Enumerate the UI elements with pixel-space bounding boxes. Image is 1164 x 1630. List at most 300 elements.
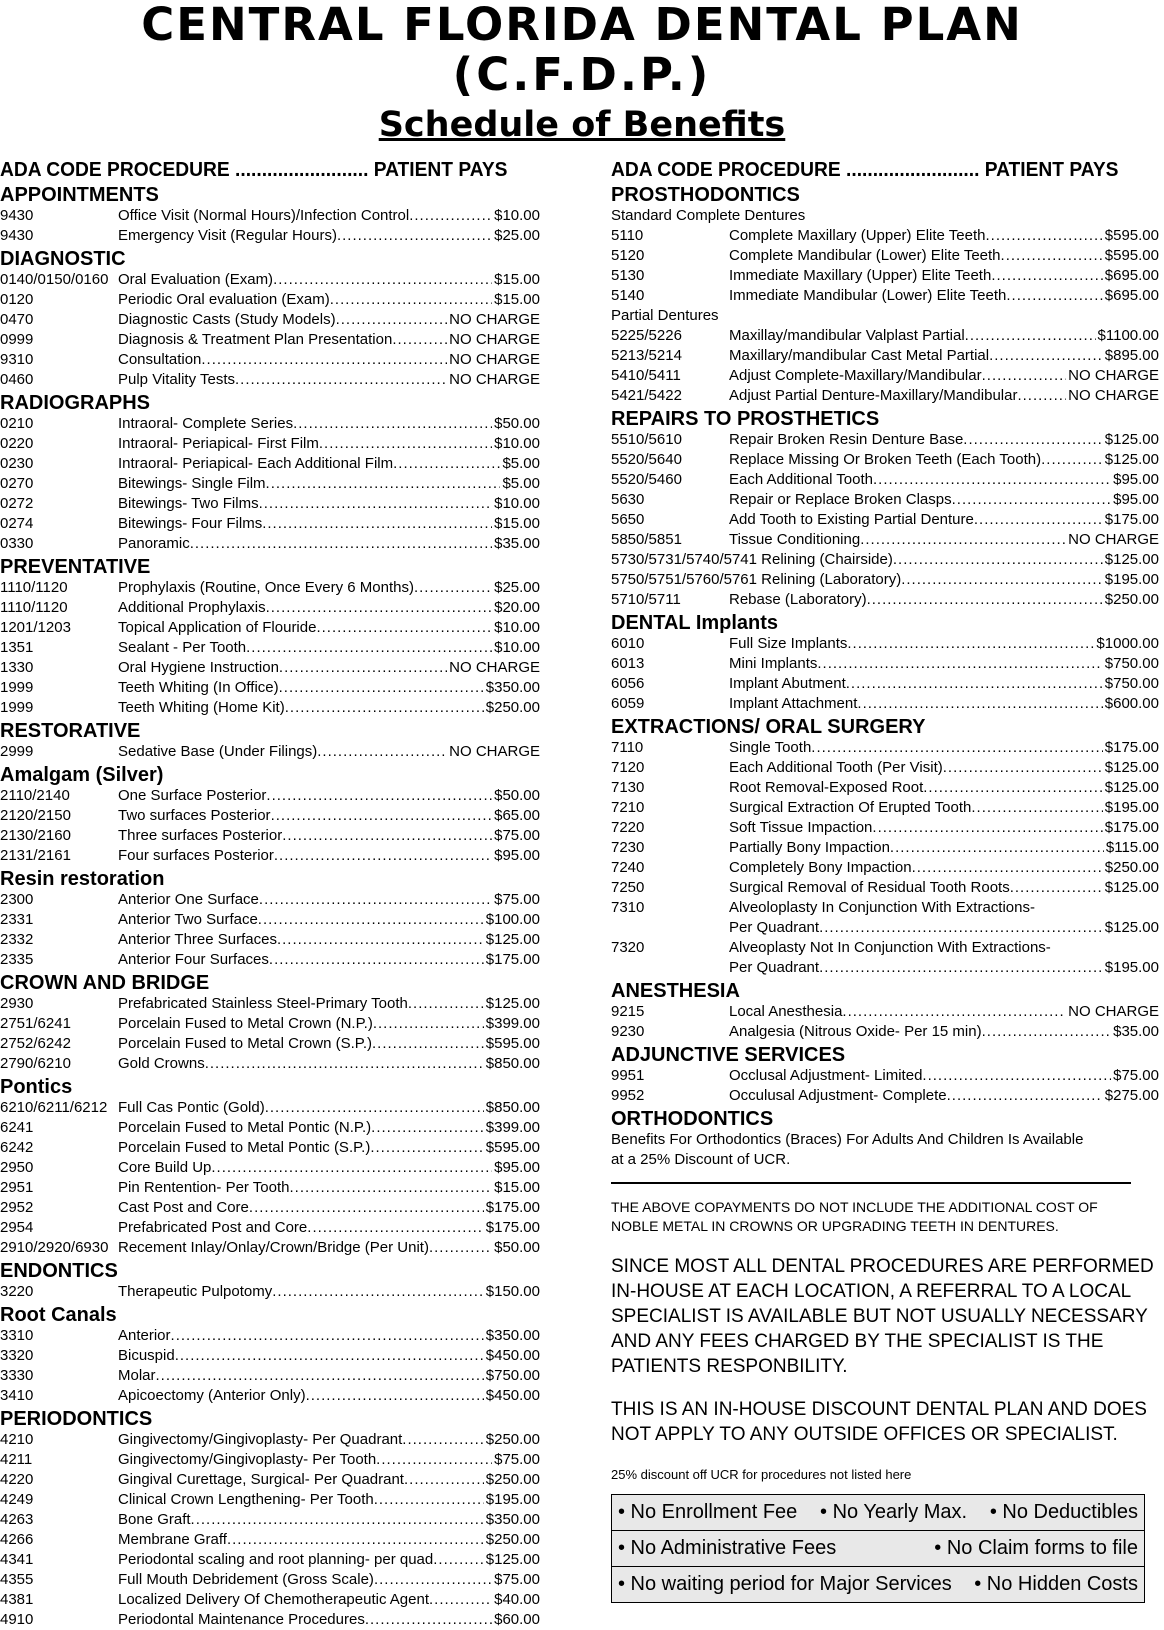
procedure-desc [729,694,1103,714]
section-heading: Amalgam (Silver) [0,764,164,786]
patient-pays: $250.00 [485,1431,540,1448]
leader-dots [971,798,1102,818]
fee-row [611,878,1159,898]
procedure-desc [729,778,1103,798]
fee-row [611,490,1159,510]
subsection-heading: Partial Dentures [611,307,719,324]
procedure-desc [729,226,1103,246]
procedure-desc [118,1470,484,1490]
ada-code: 7310 [611,899,645,916]
ortho-text: at a 25% Discount of UCR. [611,1151,791,1168]
procedure-name: Immediate Mandibular (Lower) Elite Teeth [729,287,1007,304]
procedure-desc [118,1282,484,1302]
procedure-name: Adjust Complete-Maxillary/Mandibular [729,367,982,384]
ada-code: 2110/2140 [0,787,70,804]
fee-row [0,270,540,290]
ada-code: 7250 [611,879,645,896]
procedure-name: Anterior One Surface [118,891,259,908]
section-heading: PREVENTATIVE [0,556,151,578]
procedure-desc [118,638,492,658]
patient-pays: $750.00 [485,1367,540,1384]
patient-pays: $40.00 [494,1591,540,1608]
patient-pays: $75.00 [494,891,540,908]
ada-code: 6059 [611,695,645,712]
patient-pays: $750.00 [1104,655,1159,672]
procedure-desc [118,270,492,290]
ada-code: 2951 [0,1179,34,1196]
patient-pays: $10.00 [494,639,540,656]
patient-pays: $695.00 [1104,267,1159,284]
leader-dots [409,206,492,226]
procedure-name: Complete Maxillary (Upper) Elite Teeth [729,227,986,244]
procedure-desc [729,918,1103,938]
procedure-name: Partially Bony Impaction [729,839,890,856]
features-box [611,1494,1145,1603]
leader-dots [272,1282,484,1302]
fee-row [0,330,540,350]
patient-pays: $125.00 [1104,431,1159,448]
patient-pays: $125.00 [1104,919,1159,936]
procedure-desc [729,798,1103,818]
patient-pays: $175.00 [485,1219,540,1236]
patient-pays: NO CHARGE [449,371,540,388]
patient-pays: $175.00 [485,1199,540,1216]
patient-pays: $350.00 [485,1327,540,1344]
fee-row [0,290,540,310]
procedure-name: Recement Inlay/Onlay/Crown/Bridge (Per Unit) [118,1239,429,1256]
patient-pays: NO CHARGE [1068,1003,1159,1020]
leader-dots [249,1198,484,1218]
patient-pays: $50.00 [494,415,540,432]
leader-dots [190,534,492,554]
patient-pays: $595.00 [1104,247,1159,264]
ada-code: 6241 [0,1119,34,1136]
procedure-desc [118,930,484,950]
patient-pays: NO CHARGE [449,311,540,328]
patient-pays: NO CHARGE [449,743,540,760]
patient-pays: $350.00 [485,1511,540,1528]
ada-code: 6010 [611,635,645,652]
ada-code: 4381 [0,1591,34,1608]
procedure-desc [118,474,500,494]
fee-row [0,890,540,910]
feature-item: • No Yearly Max. [820,1501,968,1523]
leader-dots [901,570,1103,590]
procedure-desc [118,454,500,474]
ada-code: 0230 [0,455,34,472]
procedure-desc [118,1138,484,1158]
procedure-name: Bicuspid [118,1347,175,1364]
procedure-name: Diagnostic Casts (Study Models) [118,311,336,328]
referral-note-line: IN-HOUSE AT EACH LOCATION, A REFERRAL TO A LOCAL [611,1281,1132,1302]
fee-row [0,350,540,370]
procedure-name: Teeth Whiting (In Office) [118,679,279,696]
leader-dots [171,1326,484,1346]
fee-row [0,1218,540,1238]
procedure-desc [118,994,484,1014]
ada-code: 0120 [0,291,34,308]
fee-row [611,818,1159,838]
ada-code: 4341 [0,1551,34,1568]
patient-pays: $450.00 [485,1347,540,1364]
leader-dots [306,1386,484,1406]
procedure-desc [118,1450,492,1470]
ada-code: 9951 [611,1067,645,1084]
patient-pays: $35.00 [1113,1023,1159,1040]
procedure-name: Surgical Removal of Residual Tooth Roots [729,879,1010,896]
leader-dots [269,950,484,970]
fee-row [611,738,1159,758]
procedure-desc [118,1490,484,1510]
procedure-name: Anterior Two Surface [118,911,258,928]
fee-row [611,694,1159,714]
ada-code: 0270 [0,475,34,492]
leader-dots [262,514,492,534]
procedure-name: Panoramic [118,535,190,552]
procedure-desc [118,658,447,678]
procedure-name: Oral Evaluation (Exam) [118,271,274,288]
fee-row [0,638,540,658]
ada-code: 2131/2161 [0,847,71,864]
patient-pays: $125.00 [1104,879,1159,896]
procedure-name: 5730/5731/5740/5741 Relining (Chairside) [611,551,893,568]
patient-pays: $350.00 [485,679,540,696]
fee-row [0,1326,540,1346]
ada-code: 5225/5226 [611,327,682,344]
procedure-name: Replace Missing Or Broken Teeth (Each Tooth) [729,451,1042,468]
leader-dots [370,1138,483,1158]
fee-row [611,266,1159,286]
patient-pays: $750.00 [1104,675,1159,692]
patient-pays: $125.00 [485,931,540,948]
procedure-desc [118,742,447,762]
procedure-desc [611,570,1103,590]
procedure-desc [118,1430,484,1450]
patient-pays: $15.00 [494,291,540,308]
patient-pays: $25.00 [494,227,540,244]
patient-pays: $125.00 [485,995,540,1012]
referral-note [611,1254,1161,1379]
patient-pays: $50.00 [494,787,540,804]
leader-dots [235,370,447,390]
procedure-name: Anterior [118,1327,171,1344]
fee-row [0,226,540,246]
procedure-desc [118,826,492,846]
plan-abbreviation: (C.F.D.P.) [452,48,712,101]
fee-row [0,1366,540,1386]
procedure-name: Repair or Replace Broken Clasps [729,491,952,508]
fee-row [0,1282,540,1302]
leader-dots [991,266,1102,286]
fee-row [0,826,540,846]
leader-dots [285,698,484,718]
fee-row [0,1346,540,1366]
fee-row [0,1470,540,1490]
fee-row [0,658,540,678]
procedure-desc [118,226,492,246]
procedure-name: Core Build Up [118,1159,212,1176]
referral-note-line: SINCE MOST ALL DENTAL PROCEDURES ARE PERFORMED [611,1256,1154,1277]
ada-code: 4210 [0,1431,34,1448]
section-heading: Resin restoration [0,868,165,890]
leader-dots [963,430,1102,450]
patient-pays: $175.00 [1104,819,1159,836]
procedure-name: Each Additional Tooth (Per Visit) [729,759,943,776]
ada-code: 2332 [0,931,34,948]
ada-code: 4263 [0,1511,34,1528]
leader-dots [336,310,448,330]
procedure-name: Porcelain Fused to Metal Pontic (S.P.) [118,1139,371,1156]
ada-code: 1201/1203 [0,619,71,636]
fee-row [611,510,1159,530]
procedure-desc [118,1198,484,1218]
ada-code: 1330 [0,659,34,676]
procedure-name: Bitewings- Four Films [118,515,263,532]
ada-code: 6210/6211/6212 [0,1099,108,1116]
patient-pays: $125.00 [485,1551,540,1568]
ada-code: 2790/6210 [0,1055,71,1072]
fee-row [0,786,540,806]
ada-code: 4249 [0,1491,34,1508]
section-heading: RADIOGRAPHS [0,392,151,414]
fee-row [0,434,540,454]
procedure-desc [118,1158,492,1178]
procedure-name: Clinical Crown Lengthening- Per Tooth [118,1491,374,1508]
procedure-name: Per Quadrant [729,919,820,936]
inhouse-note-line: NOT APPLY TO ANY OUTSIDE OFFICES OR SPECIALIST. [611,1424,1118,1445]
fee-row [0,414,540,434]
ada-code: 2335 [0,951,34,968]
procedure-name: Per Quadrant [729,959,820,976]
leader-dots [259,494,493,514]
fee-row [611,366,1159,386]
procedure-desc [729,958,1103,978]
ada-code: 2120/2150 [0,807,71,824]
ada-code: 9230 [611,1023,645,1040]
ada-code: 4220 [0,1471,34,1488]
procedure-name: Bitewings- Single Film [118,475,266,492]
procedure-desc [118,598,492,618]
procedure-name: Alveoplasty Not In Conjunction With Extractions- [729,939,1051,956]
fee-row [611,858,1159,878]
ada-code: 3220 [0,1283,34,1300]
referral-note-line: PATIENTS RESPONBILITY. [611,1356,848,1377]
leader-dots [282,826,492,846]
plan-title: CENTRAL FLORIDA DENTAL PLAN [141,0,1023,51]
procedure-desc [729,838,1104,858]
procedure-name: Intraoral- Periapical- Each Additional Film [118,455,394,472]
section-heading: APPOINTMENTS [0,184,159,206]
patient-pays: $195.00 [485,1491,540,1508]
procedure-name: Periodic Oral evaluation (Exam) [118,291,330,308]
ada-code: 3330 [0,1367,34,1384]
fee-row [611,286,1159,306]
patient-pays: $75.00 [494,1571,540,1588]
leader-dots [316,618,492,638]
procedure-name: Intraoral- Periapical- First Film [118,435,319,452]
procedure-name: Three surfaces Posterior [118,827,283,844]
procedure-name: Intraoral- Complete Series [118,415,294,432]
procedure-name: Teeth Whiting (Home Kit) [118,699,285,716]
procedure-desc [729,758,1103,778]
procedure-desc [729,530,1066,550]
left-column [0,158,548,1630]
section-heading: RESTORATIVE [0,720,141,742]
ada-code: 5120 [611,247,645,264]
section-heading: REPAIRS TO PROSTHETICS [611,408,880,430]
procedure-name: Prefabricated Post and Core [118,1219,308,1236]
ada-code: 5410/5411 [611,367,681,384]
procedure-name: Maxillay/mandibular Valplast Partial [729,327,965,344]
fee-row [0,910,540,930]
discount-note: 25% discount off UCR for procedures not listed here [611,1467,912,1482]
ada-code: 5510/5610 [611,431,682,448]
procedure-desc [118,1014,484,1034]
leader-dots [319,434,492,454]
leader-dots [365,1610,492,1630]
procedure-name: 5750/5751/5760/5761 Relining (Laboratory) [611,571,902,588]
fee-row [0,1098,540,1118]
patient-pays: $195.00 [1104,799,1159,816]
ada-code: 2950 [0,1159,34,1176]
procedure-name: Bitewings- Two Films [118,495,259,512]
procedure-desc [118,1218,484,1238]
leader-dots [307,1218,483,1238]
procedure-name: Complete Mandibular (Lower) Elite Teeth [729,247,1001,264]
procedure-name: Rebase (Laboratory) [729,591,867,608]
patient-pays: $5.00 [502,455,540,472]
patient-pays: $850.00 [485,1055,540,1072]
leader-dots [266,474,501,494]
ada-code [611,958,729,978]
procedure-desc [118,786,492,806]
patient-pays: $5.00 [502,475,540,492]
ada-code: 7230 [611,839,645,856]
section-heading: ANESTHESIA [611,980,740,1002]
ada-code: 6013 [611,655,645,672]
patient-pays: $60.00 [494,1611,540,1628]
fee-row [0,1590,540,1610]
procedure-desc [118,1178,492,1198]
fee-row [0,1510,540,1530]
patient-pays: $50.00 [494,1239,540,1256]
patient-pays: $10.00 [494,495,540,512]
procedure-desc [729,654,1103,674]
procedure-desc [118,330,447,350]
fee-row [0,1054,540,1074]
ada-code: 1999 [0,699,34,716]
procedure-name: Diagnosis & Treatment Plan Presentation [118,331,393,348]
procedure-name: Localized Delivery Of Chemotherapeutic Agent [118,1591,430,1608]
leader-dots [974,510,1103,530]
procedure-desc [118,698,484,718]
fee-row [0,806,540,826]
ada-code: 9430 [0,207,34,224]
procedure-desc [729,326,1096,346]
procedure-desc [118,806,492,826]
procedure-desc [118,846,492,866]
patient-pays: $150.00 [485,1283,540,1300]
procedure-name: Soft Tissue Impaction [729,819,873,836]
leader-dots [947,1086,1103,1106]
leader-dots [986,226,1103,246]
leader-dots [271,806,493,826]
procedure-desc [118,434,492,454]
feature-item: • No Hidden Costs [974,1573,1138,1595]
ada-code: 7320 [611,939,645,956]
fee-row [611,674,1159,694]
leader-dots [373,1014,484,1034]
fee-row [0,742,540,762]
fee-row [0,1430,540,1450]
procedure-name: Sealant - Per Tooth [118,639,247,656]
feature-row [612,1495,1144,1530]
leader-dots [817,654,1102,674]
fee-row [0,950,540,970]
fee-row [611,1022,1159,1042]
leader-dots [819,958,1103,978]
procedure-name: Porcelain Fused to Metal Crown (S.P.) [118,1035,372,1052]
patient-pays: $250.00 [485,1531,540,1548]
referral-note-line: SPECIALIST IS AVAILABLE BUT NOT USUALLY NECESSARY [611,1306,1148,1327]
ada-code: 2331 [0,911,34,928]
leader-dots [279,658,447,678]
right-fee-list [611,184,1161,1130]
fee-row [0,1450,540,1470]
ada-code: 7220 [611,819,645,836]
leader-dots [258,910,484,930]
section-heading: ENDONTICS [0,1260,118,1282]
fee-row [0,206,540,226]
leader-dots [393,454,500,474]
procedure-desc [118,1530,484,1550]
leader-dots [989,346,1103,366]
procedure-desc [729,590,1103,610]
fee-row [0,678,540,698]
patient-pays: $695.00 [1104,287,1159,304]
patient-pays: $595.00 [485,1139,540,1156]
procedure-desc [729,386,1066,406]
fee-row [0,1490,540,1510]
fee-row [0,1138,540,1158]
fee-row [611,386,1159,406]
procedure-desc [118,370,447,390]
patient-pays: NO CHARGE [1068,387,1159,404]
procedure-desc [729,1002,1066,1022]
referral-note-line: AND ANY FEES CHARGED BY THE SPECIALIST IS THE [611,1331,1104,1352]
procedure-name: Four surfaces Posterior [118,847,274,864]
leader-dots [429,1590,492,1610]
ada-code: 0470 [0,311,34,328]
procedure-name: Oral Hygiene Instruction [118,659,279,676]
leader-dots [211,1158,492,1178]
patient-pays: $15.00 [494,515,540,532]
fee-row [0,494,540,514]
leader-dots [965,326,1096,346]
ada-code: 9215 [611,1003,645,1020]
ada-code: 2954 [0,1219,34,1236]
ada-code: 4266 [0,1531,34,1548]
patient-pays: NO CHARGE [449,331,540,348]
procedure-name: Full Mouth Debridement (Gross Scale) [118,1571,374,1588]
ada-code: 0330 [0,535,34,552]
leader-dots [156,1366,484,1386]
fee-row [611,530,1159,550]
leader-dots [175,1346,484,1366]
procedure-name: Mini Implants [729,655,818,672]
procedure-desc [118,514,492,534]
leader-dots [279,678,484,698]
